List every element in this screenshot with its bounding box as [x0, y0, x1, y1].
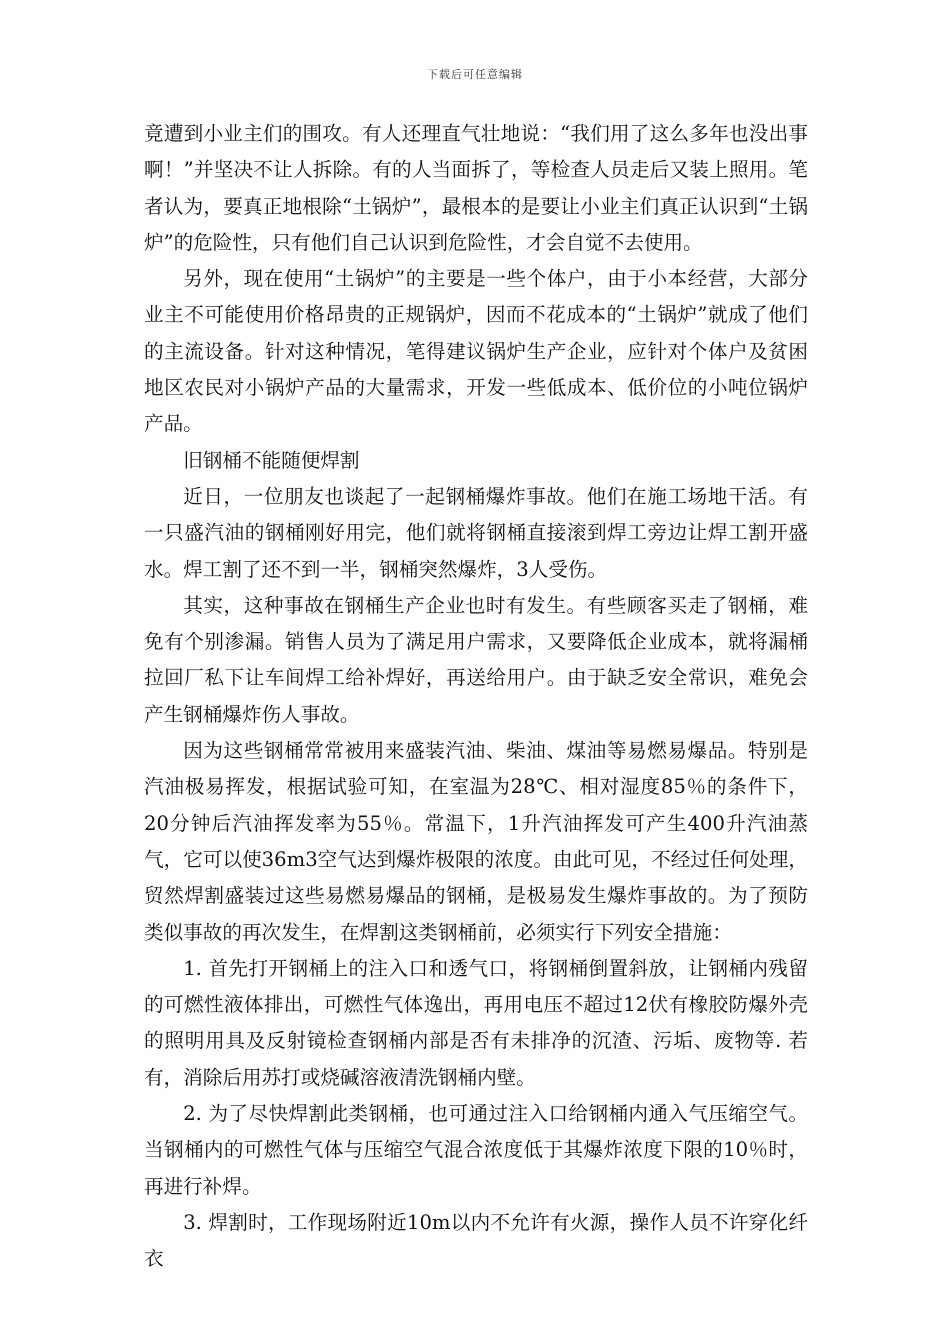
paragraph: 另外，现在使用“土锅炉”的主要是一些个体户，由于小本经营，大部分业主不可能使用价格昂贵的正规锅炉，因而不花成本的“土锅炉”就成了他们的主流设备。针对这种情况，笔得建议锅炉生产企业，应针对个体户及贫困地区农民对小锅炉产品的大量需求，开发一些低成本、低价位的小吨位锅炉产品。	[144, 267, 808, 436]
list-item: 3. 焊割时，工作现场附近10m以内不允许有火源，操作人员不许穿化纤衣	[144, 1210, 808, 1271]
paragraph: 因为这些钢桶常常被用来盛装汽油、柴油、煤油等易燃易爆品。特别是汽油极易挥发，根据试验可知，在室温为28℃、相对湿度85％的条件下，20分钟后汽油挥发率为55％。常温下，1升汽油挥发可产生400升汽油蒸气，它可以使36m3空气达到爆炸极限的浓度。由此可见，不经过任何处理，贸然焊割盛装过这些易燃易爆品的钢桶，是极易发生爆炸事故的。为了预防类似事故的再次发生，在焊割这类钢桶前，必须实行下列安全措施：	[144, 739, 808, 944]
paragraph: 其实，这种事故在钢桶生产企业也时有发生。有些顾客买走了钢桶，难免有个别渗漏。销售人员为了满足用户需求，又要降低企业成本，就将漏桶拉回厂私下让车间焊工给补焊好，再送给用户。由于缺乏安全常识，难免会产生钢桶爆炸伤人事故。	[144, 593, 808, 726]
section-heading: 旧钢桶不能随便焊割	[183, 448, 360, 472]
header-note: 下载后可任意编辑	[427, 68, 523, 81]
list-item: 1. 首先打开钢桶上的注入口和透气口，将钢桶倒置斜放，让钢桶内残留的可燃性液体排出，可燃性气体逸出，再用电压不超过12伏有橡胶防爆外壳的照明用具及反射镜检查钢桶内部是否有未排净的沉渣、污垢、废物等. 若有，消除后用苏打或烧碱溶液清洗钢桶内壁。	[144, 956, 808, 1089]
paragraph: 近日，一位朋友也谈起了一起钢桶爆炸事故。他们在施工场地干活。有一只盛汽油的钢桶刚好用完，他们就将钢桶直接滚到焊工旁边让焊工割开盛水。焊工割了还不到一半，钢桶突然爆炸，3人受伤。	[144, 484, 808, 581]
list-item: 2. 为了尽快焊割此类钢桶，也可通过注入口给钢桶内通入气压缩空气。当钢桶内的可燃性气体与压缩空气混合浓度低于其爆炸浓度下限的10％时，再进行补焊。	[144, 1102, 808, 1198]
paragraph-continuation: 竟遭到小业主们的围攻。有人还理直气壮地说：“我们用了这么多年也没出事啊！”并坚决不让人拆除。有的人当面拆了，等检查人员走后又装上照用。笔者认为，要真正地根除“土锅炉”，最根本的是要让小业主们真正认识到“土锅炉”的危险性，只有他们自己认识到危险性，才会自觉不去使用。	[144, 122, 808, 254]
document-body	[144, 116, 808, 1278]
